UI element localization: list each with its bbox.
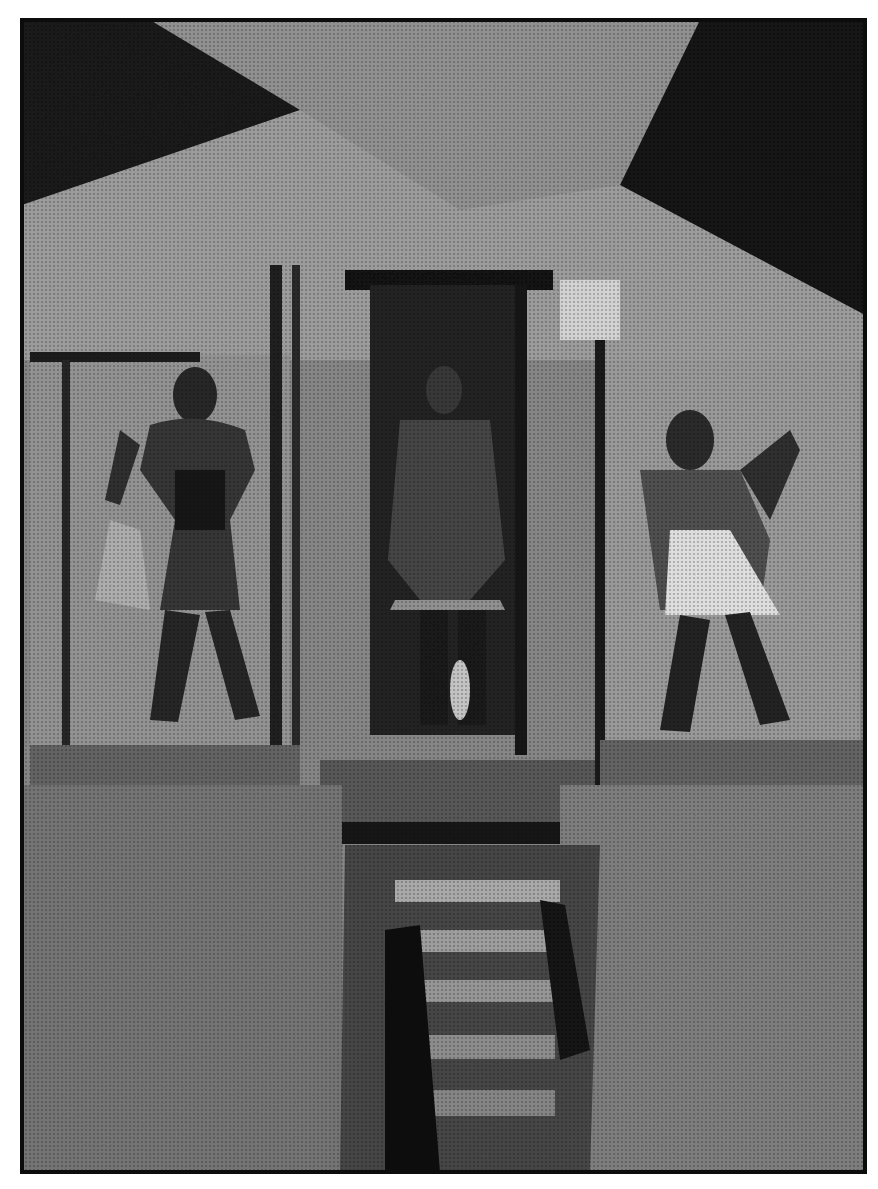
halftone-overlay	[22, 20, 865, 1172]
